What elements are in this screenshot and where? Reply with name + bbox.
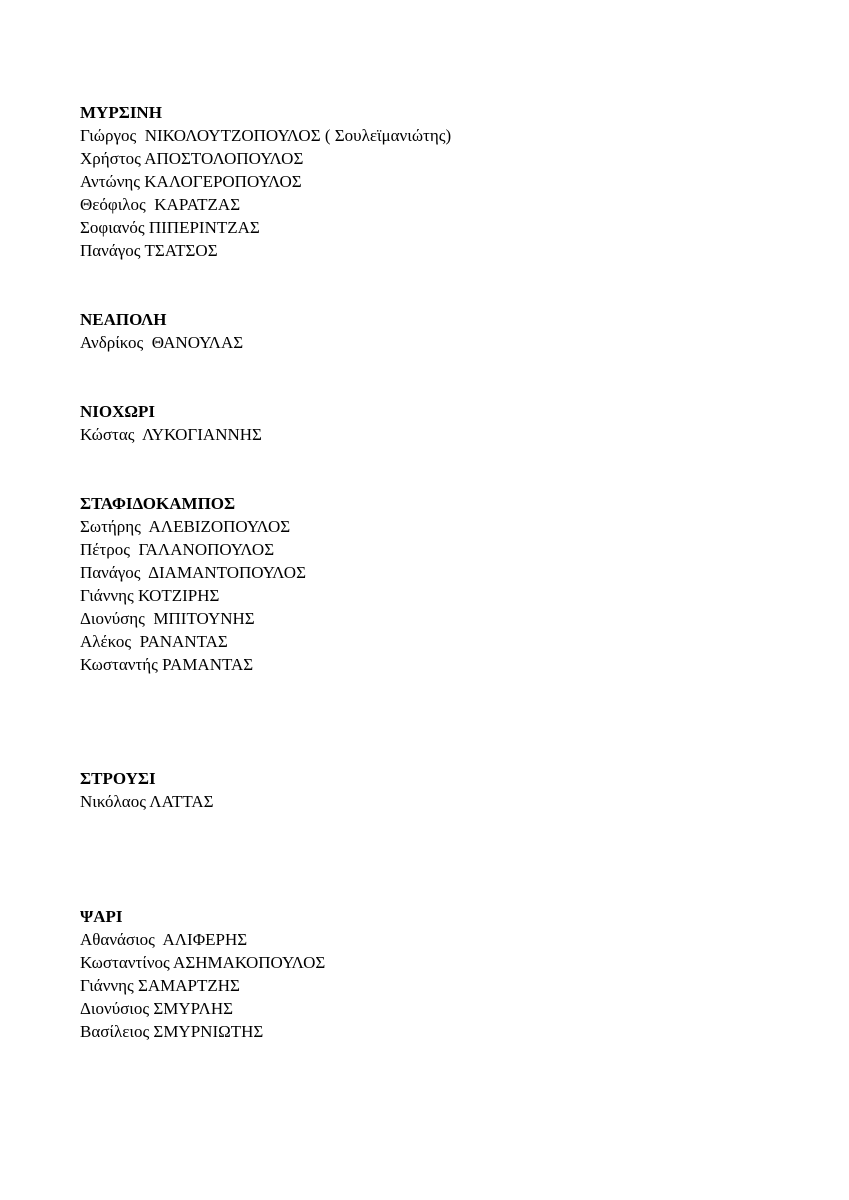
name-line: Αθανάσιος ΑΛΙΦΕΡΗΣ (80, 930, 248, 949)
section-stafidokampos (80, 492, 306, 676)
section-niochori (80, 400, 262, 446)
name-line: Πανάγος ΔΙΑΜΑΝΤΟΠΟΥΛΟΣ (80, 563, 306, 582)
section-heading: ΝΕΑΠΟΛΗ (80, 310, 167, 329)
name-line: Γιάννης ΚΟΤΖΙΡΗΣ (80, 586, 220, 605)
name-line: Ανδρίκος ΘΑΝΟΥΛΑΣ (80, 333, 244, 352)
section-heading: ΝΙΟΧΩΡΙ (80, 402, 156, 421)
section-strousi (80, 767, 214, 813)
name-line: Γιάννης ΣΑΜΑΡΤΖΗΣ (80, 976, 240, 995)
section-heading: ΣΤΡΟΥΣΙ (80, 769, 156, 788)
section-myrsini (80, 101, 451, 262)
section-heading: ΜΥΡΣΙΝΗ (80, 103, 162, 122)
name-line: Χρήστος ΑΠΟΣΤΟΛΟΠΟΥΛΟΣ (80, 149, 304, 168)
name-line: Κωσταντής ΡΑΜΑΝΤΑΣ (80, 655, 254, 674)
section-heading: ΣΤΑΦΙΔΟΚΑΜΠΟΣ (80, 494, 236, 513)
section-heading: ΨΑΡΙ (80, 907, 123, 926)
name-line: Σοφιανός ΠΙΠΕΡΙΝΤΖΑΣ (80, 218, 260, 237)
name-line: Διονύσιος ΣΜΥΡΛΗΣ (80, 999, 234, 1018)
name-line: Κωσταντίνος ΑΣΗΜΑΚΟΠΟΥΛΟΣ (80, 953, 326, 972)
name-line: Νικόλαος ΛΑΤΤΑΣ (80, 792, 214, 811)
section-neapoli (80, 308, 243, 354)
name-line: Πέτρος ΓΑΛΑΝΟΠΟΥΛΟΣ (80, 540, 275, 559)
name-line: Αντώνης ΚΑΛΟΓΕΡΟΠΟΥΛΟΣ (80, 172, 302, 191)
name-line: Πανάγος ΤΣΑΤΣΟΣ (80, 241, 218, 260)
name-line: Βασίλειος ΣΜΥΡΝΙΩΤΗΣ (80, 1022, 264, 1041)
name-line: Αλέκος ΡΑΝΑΝΤΑΣ (80, 632, 228, 651)
section-psari (80, 905, 325, 1043)
name-line: Θεόφιλος ΚΑΡΑΤΖΑΣ (80, 195, 241, 214)
name-line: Διονύσης ΜΠΙΤΟΥΝΗΣ (80, 609, 255, 628)
name-line: Κώστας ΛΥΚΟΓΙΑΝΝΗΣ (80, 425, 262, 444)
name-line: Σωτήρης ΑΛΕΒΙΖΟΠΟΥΛΟΣ (80, 517, 291, 536)
name-line: Γιώργος ΝΙΚΟΛΟΥΤΖΟΠΟΥΛΟΣ ( Σουλεϊμανιώτης) (80, 126, 452, 145)
